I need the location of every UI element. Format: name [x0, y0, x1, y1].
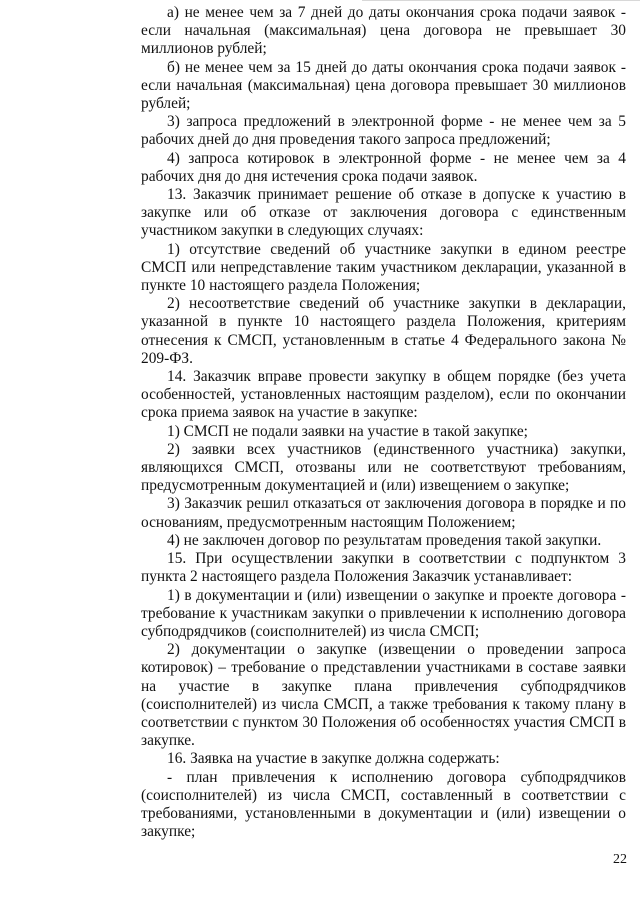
paragraph-b: б) не менее чем за 15 дней до даты окончания срока подачи заявок - если начальная (максимальная) цена договора превышает 30 миллионов рублей;: [141, 58, 626, 113]
clause-13-item-1: 1) отсутствие сведений об участнике закупки в едином реестре СМСП или непредставление таким участником декларации, указанной в пункте 10 настоящего раздела Положения;: [141, 240, 626, 295]
clause-14-item-4: 4) не заключен договор по результатам проведения такой закупки.: [167, 531, 602, 549]
page-number: 22: [613, 852, 627, 867]
top-edge-line: [362, 0, 640, 1]
clause-13-item-2: 2) несоответствие сведений об участнике закупки в декларации, указанной в пункте 10 настоящего раздела Положения, критериям отнесения к СМСП, установленным в статье 4 Федерального закона № 209-ФЗ.: [141, 295, 626, 367]
clause-16: 16. Заявка на участие в закупке должна содержать:: [167, 750, 500, 768]
clause-14-item-1: 1) СМСП не подали заявки на участие в такой закупке;: [167, 422, 528, 440]
paragraph-a: а) не менее чем за 7 дней до даты окончания срока подачи заявок - если начальная (максимальная) цена договора не превышает 30 миллионов рублей;: [141, 4, 626, 58]
clause-13: 13. Заказчик принимает решение об отказе в допуске к участию в закупке или об отказе от заключения договора с единственным участником закупки в следующих случаях:: [141, 186, 626, 240]
paragraph-3-request-proposals: 3) запроса предложений в электронной форме - не менее чем за 5 рабочих дней до дня проведения такого запроса предложений;: [141, 113, 626, 149]
clause-15: 15. При осуществлении закупки в соответствии с подпунктом 3 пункта 2 настоящего раздела Положения Заказчик устанавливает:: [141, 550, 626, 586]
clause-14: 14. Заказчик вправе провести закупку в общем порядке (без учета особенностей, установленных настоящим разделом), если по окончании срока приема заявок на участие в закупке:: [141, 368, 626, 422]
clause-15-item-2: 2) документации о закупке (извещении о проведении запроса котировок) – требование о представлении участниками в составе заявки на участие в закупке плана привлечения субподрядчиков (соисполнителей) из числа СМСП, а также требования к такому плану в соответствии с пунктом 30 Положения об особенностях участия СМСП в закупке.: [141, 641, 626, 750]
page-body: [141, 4, 626, 841]
clause-16-item-plan: - план привлечения к исполнению договора субподрядчиков (соисполнителей) из числа СМСП, составленный в соответствии с требованиями, установленными в документации и (или) извещении о закупке;: [141, 768, 626, 841]
clause-14-item-3: 3) Заказчик решил отказаться от заключения договора в порядке и по основаниям, предусмотренным настоящим Положением;: [141, 495, 626, 531]
clause-15-item-1: 1) в документации и (или) извещении о закупке и проекте договора - требование к участникам закупки о привлечении к исполнению договора субподрядчиков (соисполнителей) из числа СМСП;: [141, 586, 626, 640]
paragraph-4-request-quotes: 4) запроса котировок в электронной форме - не менее чем за 4 рабочих дня до дня истечения срока подачи заявок.: [141, 149, 626, 185]
clause-14-item-2: 2) заявки всех участников (единственного участника) закупки, являющихся СМСП, отозваны или не соответствуют требованиям, предусмотренным документацией и (или) извещением о закупке;: [141, 440, 626, 495]
